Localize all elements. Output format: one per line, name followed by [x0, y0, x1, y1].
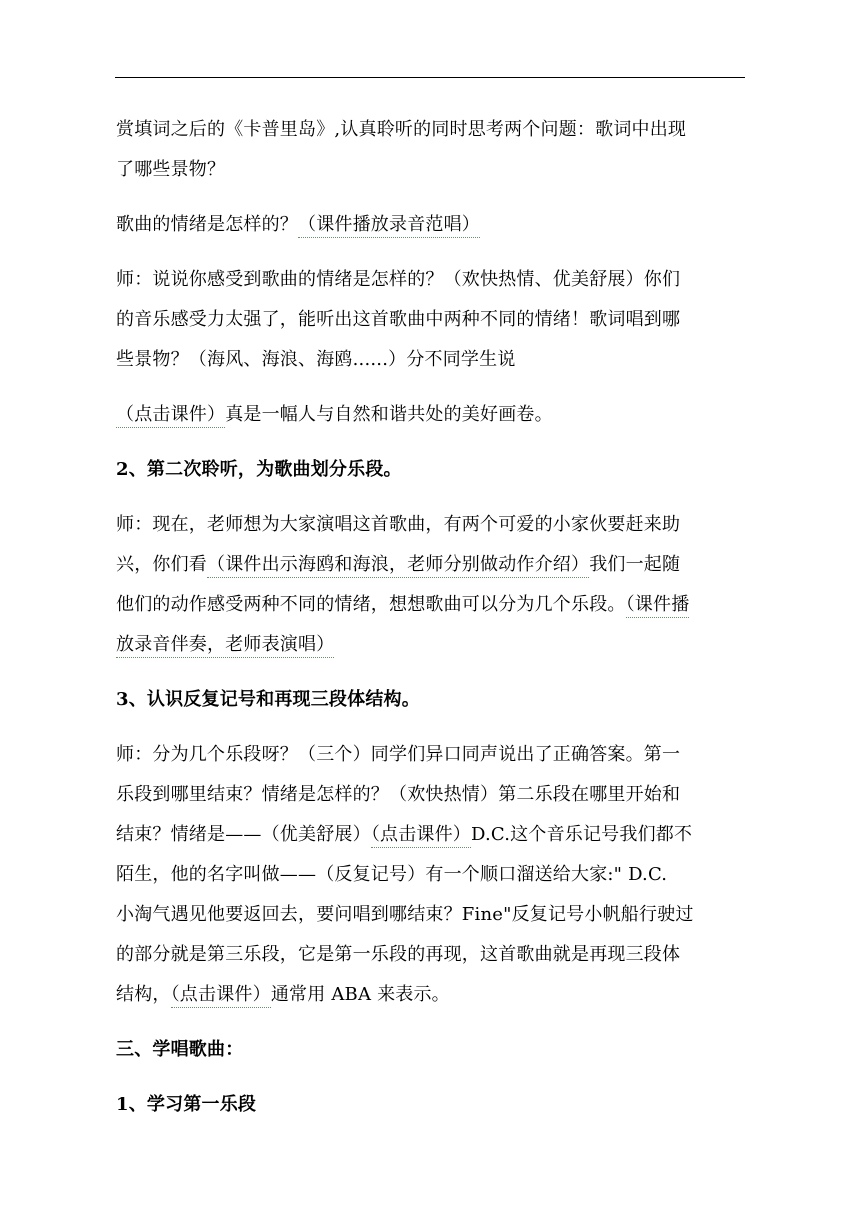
- text-line: [116, 735, 746, 775]
- text-line: [116, 205, 746, 245]
- text-line: [116, 775, 746, 815]
- text-segment: 师：现在，老师想为大家演唱这首歌曲，有两个可爱的小家伙要赶来助: [116, 514, 681, 535]
- text-segment: 乐段到哪里结束？情绪是怎样的？（欢快热情）第二乐段在哪里开始和: [116, 784, 681, 805]
- text-segment: 他们的动作感受两种不同的情绪，想想歌曲可以分为几个乐段。: [116, 594, 626, 615]
- paragraph: [116, 260, 746, 380]
- text-segment: 我们一起随: [589, 554, 681, 575]
- text-segment: 结构，: [116, 984, 171, 1005]
- text-line: [116, 585, 746, 625]
- text-segment: 赏填词之后的《卡普里岛》,认真聆听的同时思考两个问题：歌词中出现: [116, 119, 687, 140]
- paragraph: [116, 735, 746, 1015]
- text-segment: 的音乐感受力太强了，能听出这首歌曲中两种不同的情绪！歌词唱到哪: [116, 309, 681, 330]
- text-line: [116, 150, 746, 190]
- text-line: [116, 625, 746, 665]
- text-segment: 结束？情绪是——（优美舒展）: [116, 824, 371, 845]
- text-line: [116, 300, 746, 340]
- text-line: [116, 895, 746, 935]
- text-line: [116, 545, 746, 585]
- text-segment: 小淘气遇见他要返回去，要问唱到哪结束？Fine"反复记号小帆船行驶过: [116, 904, 694, 925]
- text-segment: 歌曲的情绪是怎样的？: [116, 214, 298, 235]
- annotation-note: （点击课件）: [371, 824, 471, 848]
- text-segment: 师：说说你感受到歌曲的情绪是怎样的？（欢快热情、优美舒展）你们: [116, 269, 681, 290]
- text-line: [116, 110, 746, 150]
- section-heading: [116, 1030, 746, 1070]
- document-body: [116, 110, 746, 1140]
- section-heading: [116, 1085, 746, 1125]
- text-line: [116, 815, 746, 855]
- paragraph: [116, 395, 746, 435]
- paragraph: [116, 110, 746, 190]
- text-line: [116, 975, 746, 1015]
- paragraph: [116, 505, 746, 665]
- text-segment: 真是一幅人与自然和谐共处的美好画卷。: [225, 404, 553, 425]
- text-segment: D.C.这个音乐记号我们都不: [471, 824, 693, 845]
- heading-text: 2、第二次聆听，为歌曲划分乐段。: [116, 459, 402, 480]
- annotation-note: （点击课件）: [116, 404, 225, 428]
- text-segment: 陌生，他的名字叫做——（反复记号）有一个顺口溜送给大家:" D.C.: [116, 864, 668, 885]
- text-segment: 师：分为几个乐段呀？（三个）同学们异口同声说出了正确答案。第一: [116, 744, 681, 765]
- text-segment: 兴，你们看: [116, 554, 207, 575]
- heading-text: 三、学唱歌曲：: [116, 1039, 244, 1060]
- text-segment: 些景物？（海风、海浪、海鸥......）分不同学生说: [116, 349, 516, 370]
- section-heading: [116, 680, 746, 720]
- text-segment: 了哪些景物？: [116, 159, 226, 180]
- heading-text: 1、学习第一乐段: [116, 1094, 257, 1115]
- header-rule: [115, 77, 745, 78]
- annotation-note: （点击课件）: [171, 984, 271, 1008]
- text-line: [116, 505, 746, 545]
- annotation-note: （课件播: [626, 594, 690, 618]
- text-segment: 通常用 ABA 来表示。: [270, 984, 450, 1005]
- text-line: [116, 340, 746, 380]
- text-line: [116, 855, 746, 895]
- heading-text: 3、认识反复记号和再现三段体结构。: [116, 689, 420, 710]
- text-segment: 的部分就是第三乐段，它是第一乐段的再现，这首歌曲就是再现三段体: [116, 944, 681, 965]
- text-line: [116, 935, 746, 975]
- text-line: [116, 395, 746, 435]
- annotation-note: （课件出示海鸥和海浪，老师分别做动作介绍）: [207, 554, 589, 578]
- text-line: [116, 260, 746, 300]
- paragraph: [116, 205, 746, 245]
- annotation-note: 放录音伴奏，老师表演唱）: [116, 634, 334, 658]
- section-heading: [116, 450, 746, 490]
- annotation-note: （课件播放录音范唱）: [298, 214, 480, 238]
